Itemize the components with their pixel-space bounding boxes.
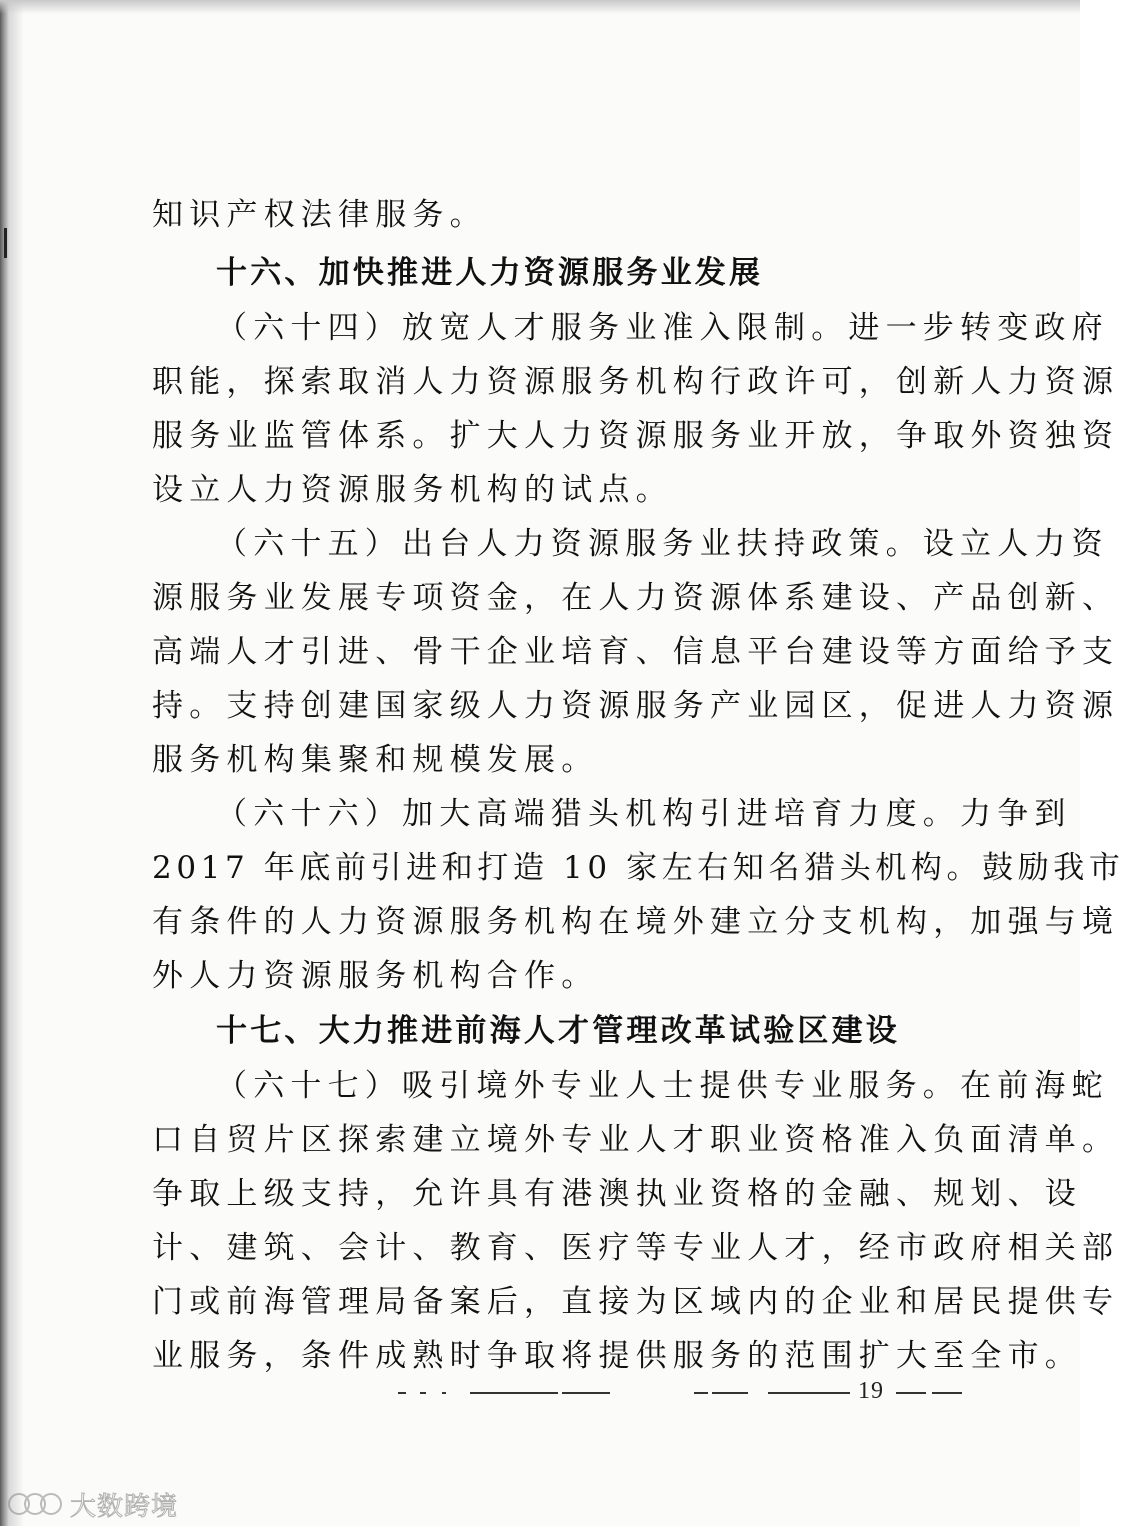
body-line: 业服务，条件成熟时争取将提供服务的范围扩大至全市。 xyxy=(152,1338,1082,1374)
body-line: 知识产权法律服务。 xyxy=(152,197,487,233)
footer-rule-segment xyxy=(442,1392,446,1394)
watermark-text: 大数跨境 xyxy=(70,1491,179,1522)
body-line: 服务业监管体系。扩大人力资源服务业开放，争取外资独资 xyxy=(152,418,1120,454)
section-heading-16: 十六、加快推进人力资源服务业发展 xyxy=(216,255,764,291)
footer-rule-segment xyxy=(420,1392,426,1394)
page-number: 19 xyxy=(858,1378,884,1404)
footer-rule-segment xyxy=(768,1392,850,1394)
body-line: 2017 年底前引进和打造 10 家左右知名猎头机构。鼓励我市 xyxy=(152,850,1125,886)
body-line: 争取上级支持，允许具有港澳执业资格的金融、规划、设 xyxy=(152,1176,1082,1212)
scan-top-shadow xyxy=(0,0,1080,14)
footer-rule-segment xyxy=(470,1392,558,1394)
footer-rule-segment xyxy=(562,1392,610,1394)
body-line: 外人力资源服务机构合作。 xyxy=(152,958,599,994)
body-line: 服务机构集聚和规模发展。 xyxy=(152,742,599,778)
body-line: 持。支持创建国家级人力资源服务产业园区，促进人力资源 xyxy=(152,688,1120,724)
footer-rule-segment xyxy=(932,1392,962,1394)
paragraph-67-start: （六十七）吸引境外专业人士提供专业服务。在前海蛇 xyxy=(216,1068,1109,1104)
paragraph-66-start: （六十六）加大高端猎头机构引进培育力度。力争到 xyxy=(216,796,1072,832)
body-line: 口自贸片区探索建立境外专业人才职业资格准入负面清单。 xyxy=(152,1122,1120,1158)
footer-rule-segment xyxy=(712,1392,748,1394)
body-line: 职能，探索取消人力资源服务机构行政许可，创新人力资源 xyxy=(152,364,1120,400)
section-heading-17: 十七、大力推进前海人才管理改革试验区建设 xyxy=(216,1013,900,1049)
body-line: 设立人力资源服务机构的试点。 xyxy=(152,472,673,508)
body-line: 高端人才引进、骨干企业培育、信息平台建设等方面给予支 xyxy=(152,634,1120,670)
footer-rule-segment xyxy=(398,1392,406,1394)
paragraph-65-start: （六十五）出台人力资源服务业扶持政策。设立人力资 xyxy=(216,526,1109,562)
paragraph-64-start: （六十四）放宽人才服务业准入限制。进一步转变政府 xyxy=(216,310,1109,346)
binding-mark xyxy=(4,228,13,258)
watermark xyxy=(6,1486,178,1522)
footer-rule-segment xyxy=(694,1392,708,1394)
body-line: 有条件的人力资源服务机构在境外建立分支机构，加强与境 xyxy=(152,904,1120,940)
body-line: 源服务业发展专项资金，在人力资源体系建设、产品创新、 xyxy=(152,580,1120,616)
footer-rule-segment xyxy=(896,1392,926,1394)
watermark-logo-icon xyxy=(6,1489,64,1519)
body-line: 计、建筑、会计、教育、医疗等专业人才，经市政府相关部 xyxy=(152,1230,1120,1266)
body-line: 门或前海管理局备案后，直接为区域内的企业和居民提供专 xyxy=(152,1284,1120,1320)
